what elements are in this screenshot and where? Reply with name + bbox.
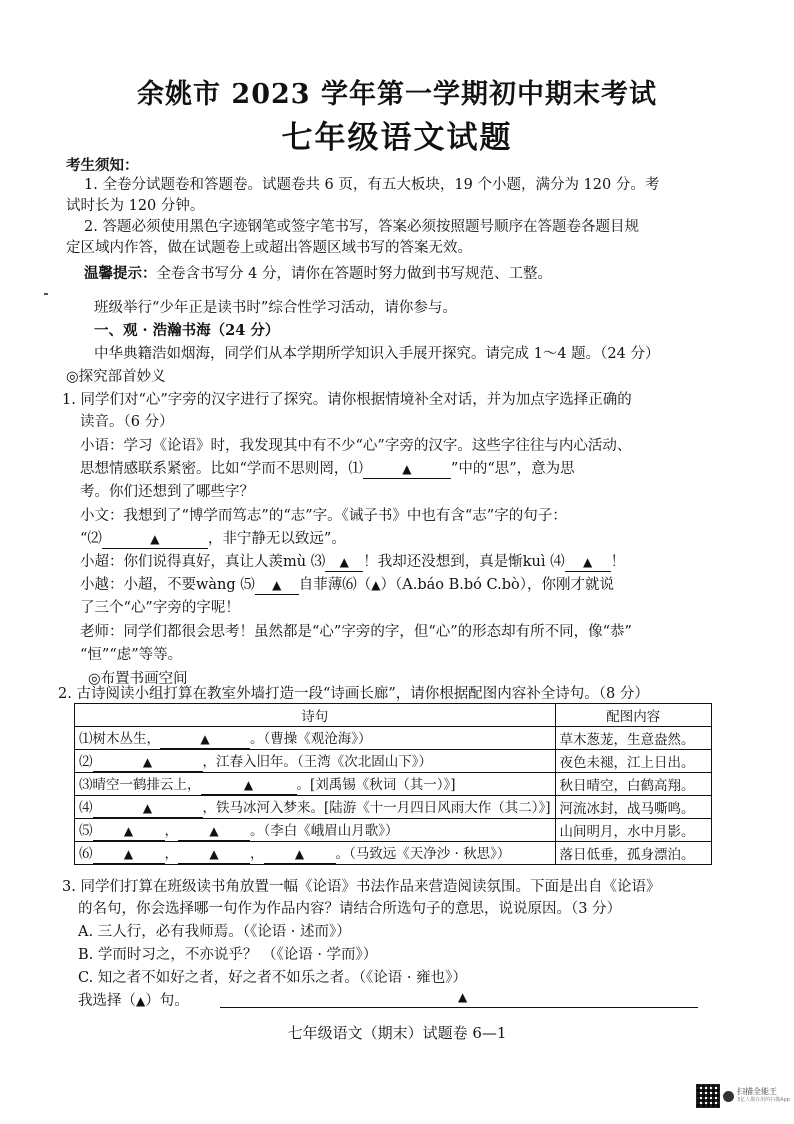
choose-text-b: ）句。 [145,993,189,1009]
table-row [75,750,712,773]
poem-source: 。（马致远《天净沙 · 秋思》） [335,846,511,862]
notice-heading: 考生须知： [66,157,139,174]
xiaochao-text-a: 小超：你们说得真好，真让人羡mù ⑶ [80,554,326,570]
image-cell: 草木葱茏，生意盎然。 [555,727,711,750]
blank-mark: ▲ [123,824,134,838]
poem-source: ，铁马冰河入梦来。[陆游《十一月四日风雨大作（其二）》] [202,800,551,816]
scanner-watermark [696,1084,790,1108]
poem-text: ⑷ [79,800,93,816]
blank-mark: ▲ [294,847,305,861]
xiaoyu-text-b: ”中的“思”，意为思 [450,461,575,477]
table-row [75,773,712,796]
answer-line[interactable] [220,1007,698,1008]
notice-item1-cont: 试时长为 120 分钟。 [66,198,205,214]
blank-mark: ▲ [200,732,210,746]
option-b: B. 学而时习之，不亦说乎？ （《论语 · 学而》） [78,947,378,963]
poem-sep: ， [164,823,178,839]
image-cell: 河流冰封，战马嘶鸣。 [555,796,711,819]
dialogue-xiaoyue-1 [80,574,614,596]
blank-mark: ▲ [142,755,153,769]
poem-blank[interactable] [178,845,250,864]
poem-cell [75,773,556,796]
choose-line [78,990,189,1012]
blank-mark: ▲ [209,824,219,838]
poem-text: ⑹ [79,846,93,862]
dialogue-xiaowen-1: 小文：我想到了“博学而笃志”的“志”字。《诫子书》中也有含“志”字的句子： [80,508,567,524]
qr-code-icon [696,1084,720,1108]
option-a: A. 三人行，必有我师焉。（《论语 · 述而》） [78,924,351,940]
poem-cell [75,819,556,842]
dialogue-xiaoyu-1: 小语：学习《论语》时，我发现其中有不少“心”字旁的汉字。这些字往往与内心活动、 [80,438,632,454]
poem-blank[interactable] [93,845,165,864]
poem-sep: ， [250,846,264,862]
blank-mark: ▲ [402,462,412,476]
q2-stem: 2. 古诗阅读小组打算在教室外墙打造一段“诗画长廊”，请你根据配图内容补全诗句。（8 分） [58,686,649,702]
q3-stem-cont: 的名句，你会选择哪一句作为作品内容？请结合所选句子的意思，说说原因。（3 分） [78,901,622,917]
notice-item2: 2. 答题必须使用黑色字迹钢笔或签字笔书写，答案必须按照题号顺序在答题卷各题目规 [84,219,639,235]
xiaochao-text-b: ！我却还没想到，真是惭kuì ⑷ [363,554,565,570]
scanner-logo-icon [723,1091,734,1102]
poem-cell [75,727,556,750]
xiaoyue-text-b: 自菲薄⑹（ [298,577,372,593]
poem-source: 。[刘禹锡《秋词（其一）》] [296,777,456,793]
table-row [75,727,712,750]
dialogue-teacher-2: “恒”“虑”等等。 [80,647,183,663]
poem-blank[interactable] [264,845,336,864]
blank-4[interactable] [565,553,611,572]
blank-1[interactable] [363,460,451,479]
section1-desc: 中华典籍浩如烟海，同学们从本学期所学知识入手展开探究。请完成 1～4 题。（24 分） [94,346,660,362]
choose-text-a: 我选择（ [78,993,136,1009]
page-footer: 七年级语文（期末）试题卷 6—1 [287,1024,507,1042]
poem-source: ，江春入旧年。（王湾《次北固山下》） [202,754,432,770]
poem-blank[interactable] [160,730,250,749]
activity-intro: 班级举行“少年正是读书时”综合性学习活动，请你参与。 [94,300,457,316]
dialogue-xiaoyu-3: 考。你们还想到了哪些字？ [80,484,254,500]
subsection-radicals: ◎探究部首妙义 [66,369,166,385]
notice-item2-cont: 定区域内作答，做在试题卷上或超出答题区域书写的答案无效。 [66,240,472,256]
blank-mark: ▲ [243,778,254,792]
table-row [75,842,712,865]
poem-source: 。（曹操《观沧海》） [250,731,372,747]
poem-blank[interactable] [93,822,165,841]
poem-blank[interactable] [93,799,203,818]
image-cell: 落日低垂，孤身漂泊。 [555,842,711,865]
blank-mark: ▲ [339,555,349,569]
section1-heading: 一、观 · 浩瀚书海（24 分） [94,322,280,339]
dialogue-xiaowen-2 [80,528,346,550]
tip-label: 温馨提示： [84,265,157,282]
subsection-layout: ◎布置书画空间 [88,671,188,687]
poem-blank[interactable] [178,822,250,841]
poem-text: ⑸ [79,823,93,839]
table-row [75,819,712,842]
blank-mark: ▲ [209,847,219,861]
xiaochao-text-c: ！ [610,554,626,570]
tip-line [84,263,552,285]
xiaoyu-text: 思想情感联系紧密。比如“学而不思则罔，⑴ [80,461,363,477]
dialogue-xiaochao [80,551,625,573]
poem-source: 。（李白《峨眉山月歌》） [250,823,399,839]
watermark-sub: 3亿人都在用的扫描App [737,1097,790,1103]
poem-cell [75,842,556,865]
q3-stem: 3. 同学们打算在班级读书角放置一幅《论语》书法作品来营造阅读氛围。下面是出自《论语》 [62,879,661,895]
notice-item1: 1. 全卷分试题卷和答题卷。试题卷共 6 页，有五大板块，19 个小题，满分为 120 分。考 [84,177,660,193]
choice-mark[interactable]: ▲ [136,994,146,1008]
q1-stem: 1. 同学们对“心”字旁的汉字进行了探究。请你根据情境补全对话，并为加点字选择正确的 [62,392,632,408]
blank-3[interactable] [325,553,363,572]
header-image: 配图内容 [555,704,711,727]
xiaowen-text-a: “⑵ [80,531,102,547]
choice-mark-6[interactable]: ▲ [371,578,381,592]
poem-table [74,703,712,865]
table-header [75,704,712,727]
poem-blank[interactable] [93,753,203,772]
poem-blank[interactable] [201,776,297,795]
watermark-text [737,1087,790,1105]
blank-mark: ▲ [582,555,593,569]
option-c: C. 知之者不如好之者，好之者不如乐之者。（《论语 · 雍也》） [78,970,467,986]
blank-5[interactable] [255,576,299,595]
poem-sep: ， [164,846,178,862]
poem-cell [75,750,556,773]
exam-subtitle: 七年级语文试题 [281,120,513,156]
image-cell: 山间明月，水中月影。 [555,819,711,842]
dialogue-teacher-1: 老师：同学们都很会思考！虽然都是“心”字旁的字，但“心”的形态却有所不同，像“恭” [80,624,632,640]
poem-text: ⑴树木丛生， [79,731,160,747]
header-poem: 诗句 [75,704,556,727]
answer-mark: ▲ [458,990,468,1004]
tip-text: 全卷含书写分 4 分，请你在答题时努力做到书写规范、工整。 [156,266,552,282]
dialogue-xiaoyu-2 [80,458,575,480]
poem-text: ⑵ [79,754,93,770]
xiaoyue-text-c: ）（A.báo B.bó C.bò），你刚才就说 [380,577,614,593]
xiaoyue-text-a: 小越：小超，不要wàng ⑸ [80,577,255,593]
poem-text: ⑶晴空一鹤排云上， [79,777,201,793]
poem-cell [75,796,556,819]
blank-mark: ▲ [123,847,134,861]
image-cell: 夜色未褪，江上日出。 [555,750,711,773]
watermark-name: 扫描全能王 [737,1087,777,1096]
xiaowen-text-b: ，非宁静无以致远”。 [207,531,346,547]
dialogue-xiaoyue-2: 了三个“心”字旁的字呢！ [80,600,240,616]
scan-mark [44,293,48,295]
blank-mark: ▲ [150,532,160,546]
table-row [75,796,712,819]
q1-stem-cont: 读音。（6 分） [80,414,174,430]
image-cell: 秋日晴空，白鹤高翔。 [555,773,711,796]
blank-mark: ▲ [142,801,153,815]
blank-2[interactable] [102,530,208,549]
exam-title: 余姚市 2023 学年第一学期初中期末考试 [137,79,657,110]
blank-mark: ▲ [272,578,282,592]
